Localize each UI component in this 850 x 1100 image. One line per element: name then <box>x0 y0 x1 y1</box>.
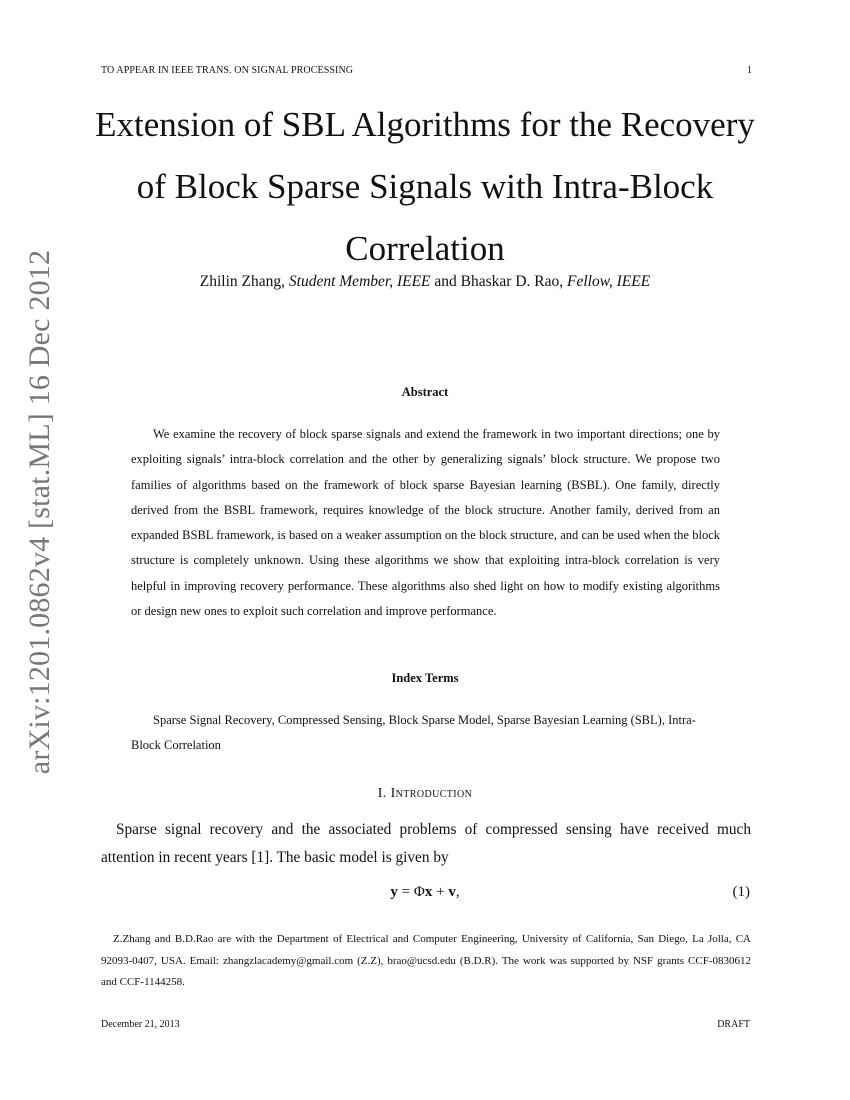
author-2-role: Fellow, IEEE <box>567 273 651 290</box>
equation-number: (1) <box>732 884 750 900</box>
author-2-name: Bhaskar D. Rao, <box>460 273 564 290</box>
equation-1 <box>80 884 770 901</box>
section-heading <box>80 786 770 802</box>
index-terms-heading: Index Terms <box>391 671 459 685</box>
equation-comma: , <box>455 884 460 900</box>
author-line <box>80 273 770 291</box>
intro-paragraph: Sparse signal recovery and the associated problems of compressed sensing have received much attention in recent years [1]. The basic model is given by <box>101 821 751 866</box>
equation-phi: Φ <box>413 884 425 900</box>
section-number: I. <box>377 786 387 801</box>
running-header: TO APPEAR IN IEEE TRANS. ON SIGNAL PROCESSING <box>101 65 354 76</box>
equation-x: x <box>424 884 433 900</box>
equation-plus: + <box>436 884 445 900</box>
equation-y: y <box>390 884 398 900</box>
equation-equals: = <box>401 884 411 900</box>
author-1-name: Zhilin Zhang, <box>199 273 286 290</box>
author-connector: and <box>434 273 457 290</box>
abstract-text: We examine the recovery of block sparse signals and extend the framework in two important directions; one by exploiting signals’ intra-block correlation and the other by generalizing signals’ block structure. We propose two families of algorithms based on the framework of block sparse Bayesian learning (BSBL). One family, directly derived from the BSBL framework, requires knowledge of the block structure. Another family, derived from an expanded BSBL framework, is based on a weaker assumption on the block structure, and can be used when the block structure is completely unknown. Using these algorithms we show that exploiting intra-block correlation is very helpful in improving recovery performance. These algorithms also shed light on how to modify existing algorithms or design new ones to exploit such correlation and improve performance. <box>131 427 720 619</box>
footer-date: December 21, 2013 <box>101 1019 180 1030</box>
author-footnote: Z.Zhang and B.D.Rao are with the Department of Electrical and Computer Engineering, University of California, San Diego, La Jolla, CA 92093-0407, USA. Email: zhangzlacademy@gmail.com (Z.Z), brao@ucsd.edu (B.D.R). The work was supported by NSF grants CCF-0830612 and CCF-1144258. <box>101 933 751 988</box>
page-number: 1 <box>747 65 752 76</box>
abstract-heading: Abstract <box>401 385 449 399</box>
index-terms-text: Sparse Signal Recovery, Compressed Sensing, Block Sparse Model, Sparse Bayesian Learning (SBL), Intra-Block Correlation <box>131 713 696 752</box>
equation-v: v <box>448 884 456 900</box>
paper-title: Extension of SBL Algorithms for the Recovery of Block Sparse Signals with Intra-Block Correlation <box>95 105 755 268</box>
arxiv-stamp-text: arXiv:1201.0862v4 [stat.ML] 16 Dec 2012 <box>23 249 56 775</box>
author-1-role: Student Member, IEEE <box>288 273 431 290</box>
section-title: Introduction <box>390 786 473 801</box>
footer-status: DRAFT <box>717 1019 750 1030</box>
